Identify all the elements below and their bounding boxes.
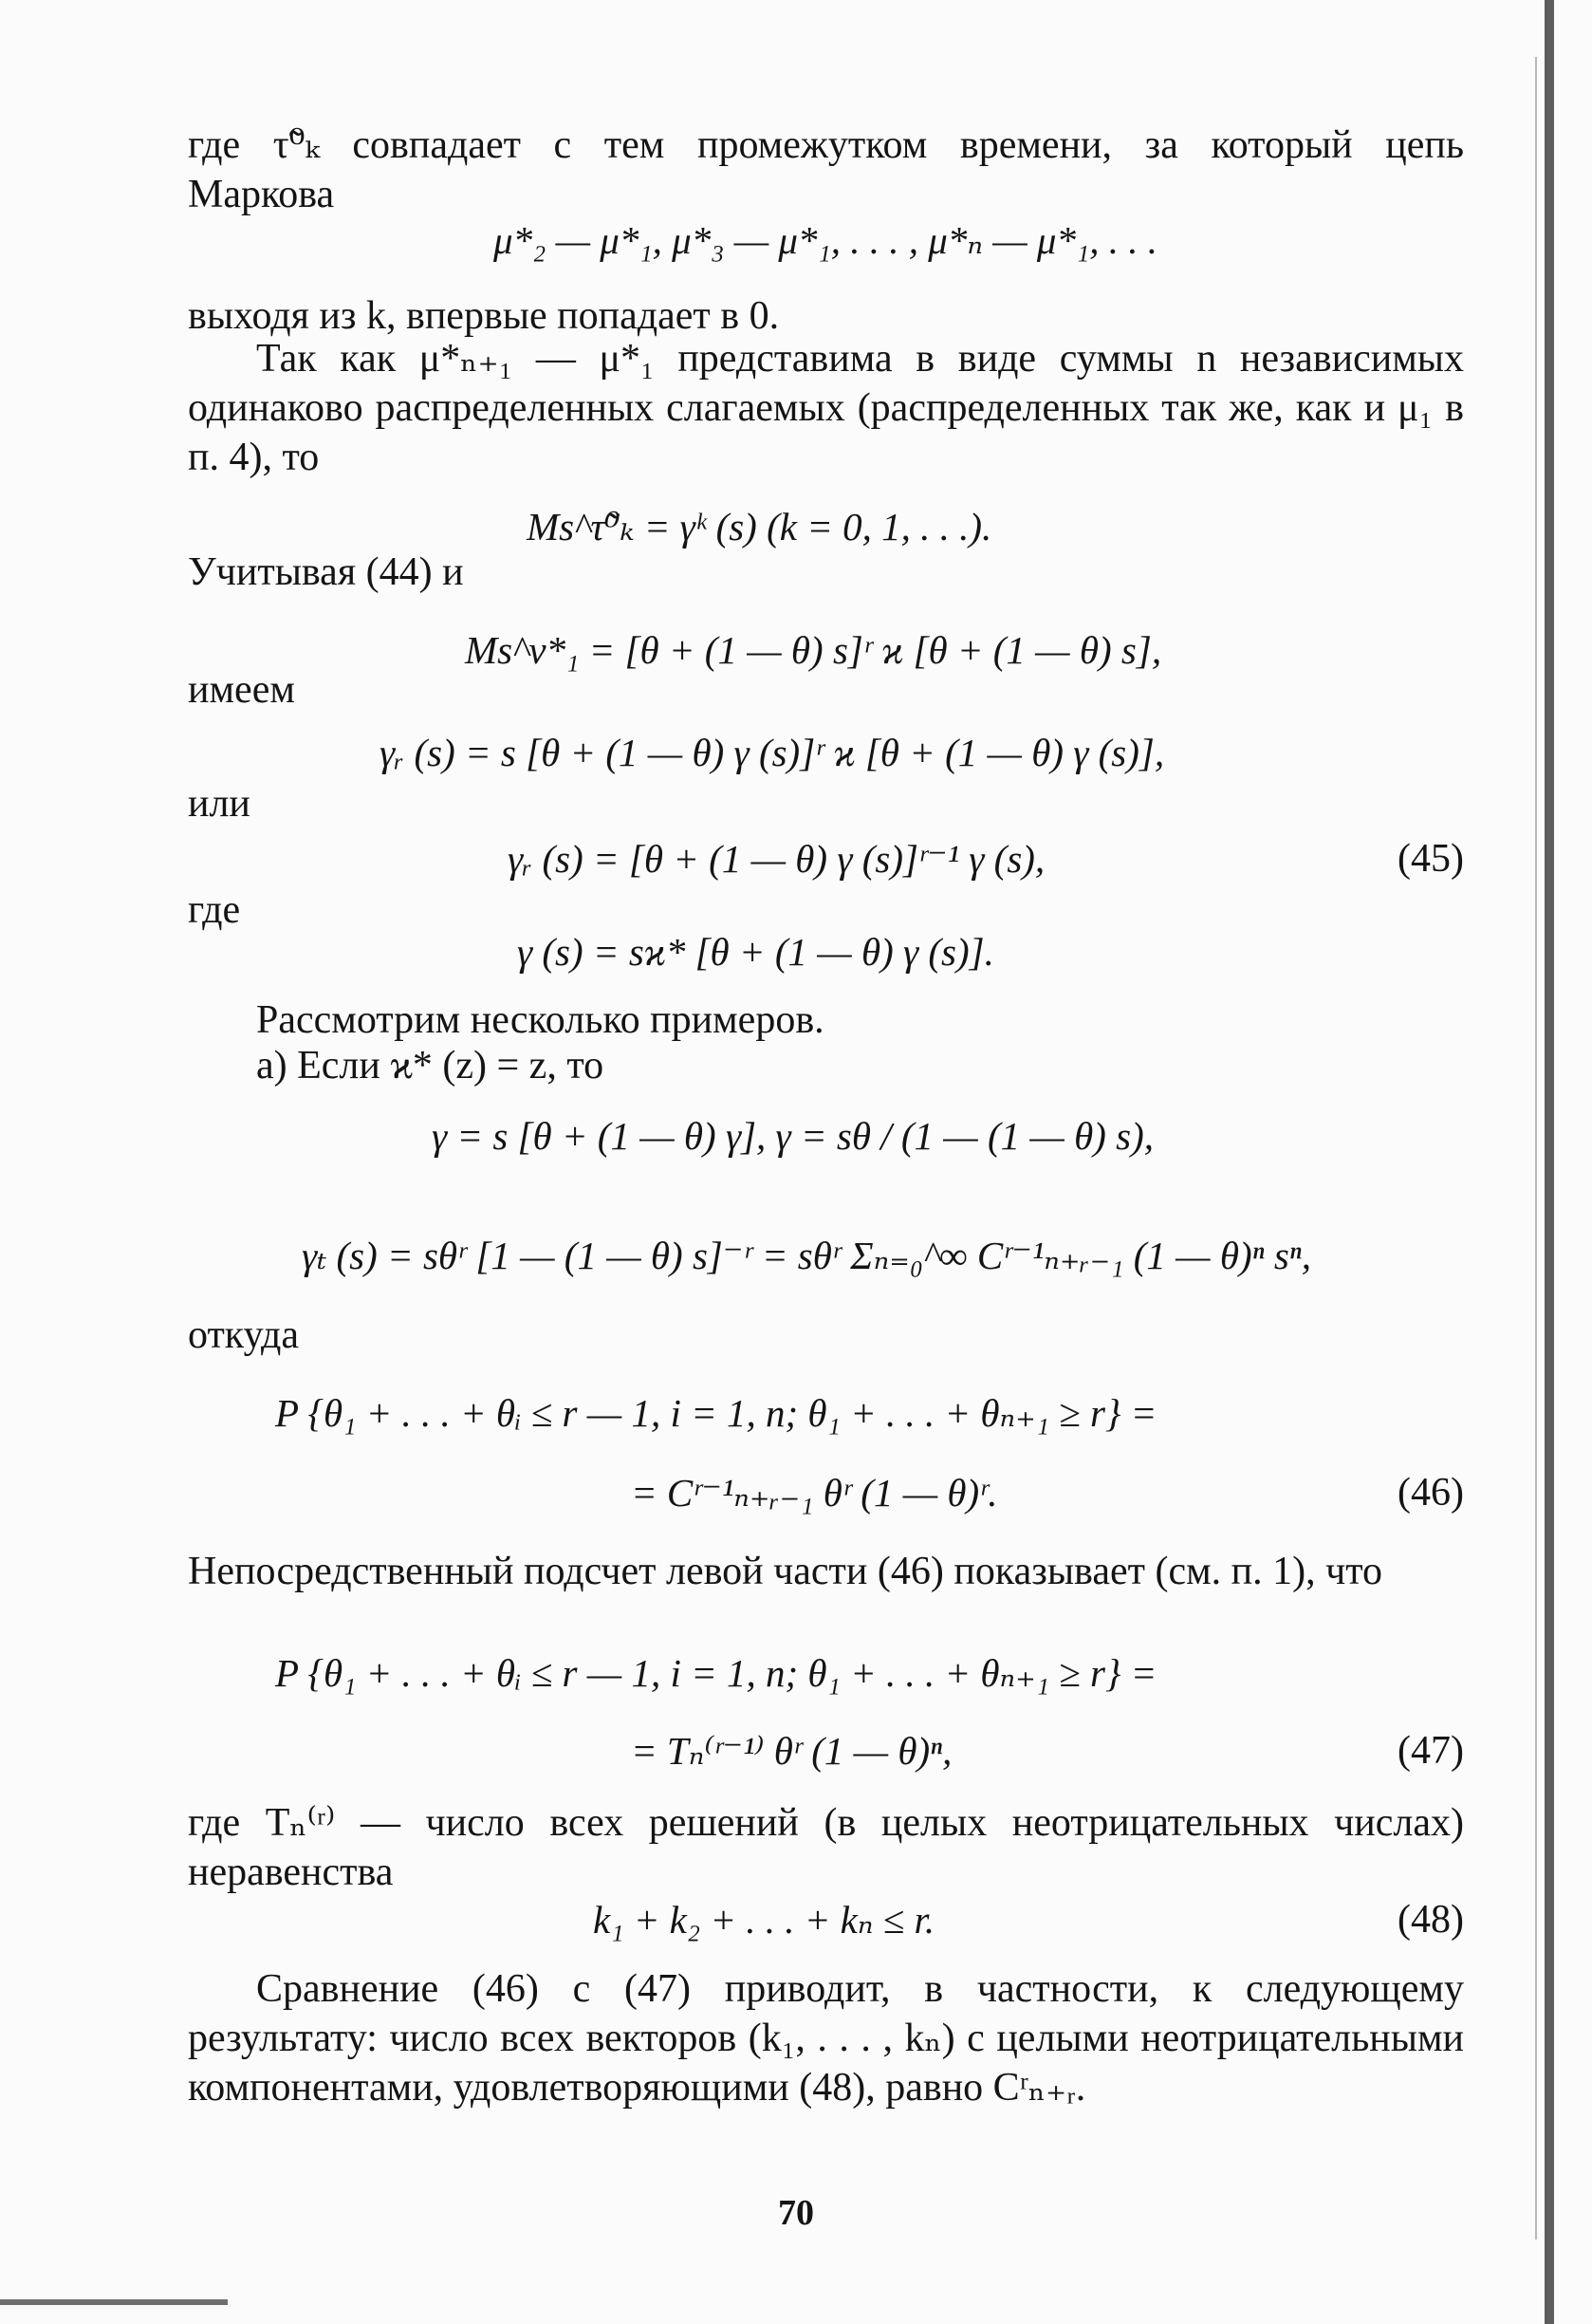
formula: Ms^τ̃⁰ₖ = γᵏ (s) (k = 0, 1, . . .). <box>527 505 992 548</box>
text-line: Рассмотрим несколько примеров. <box>256 998 824 1042</box>
paragraph: Так как μ*ₙ₊₁ — μ*₁ представима в виде суммы n независимых одинаково распределенных слагаемых (распределенных так же, как и μ₁ в п. 4), то <box>188 337 1464 479</box>
page-number: 70 <box>778 2193 814 2233</box>
formula: = Cʳ⁻¹ₙ₊ᵣ₋₁ θʳ (1 — θ)ʳ. <box>631 1471 998 1515</box>
scan-edge-border <box>1545 0 1554 2324</box>
formula: γᵣ (s) = [θ + (1 — θ) γ (s)]ʳ⁻¹ γ (s), <box>508 837 1046 881</box>
text-line: а) Если ϰ* (z) = z, то <box>256 1044 604 1088</box>
text-line: Маркова <box>188 173 335 216</box>
formula: γ = s [θ + (1 — θ) γ], γ = sθ / (1 — (1 — θ) s), <box>432 1114 1154 1158</box>
paragraph: Непосредственный подсчет левой части (46) показывает (см. п. 1), что <box>188 1550 1383 1593</box>
formula: γₜ (s) = sθʳ [1 — (1 — θ) s]⁻ʳ = sθʳ Σₙ₌₀^∞ Cʳ⁻¹ₙ₊ᵣ₋₁ (1 — θ)ⁿ sⁿ, <box>302 1234 1311 1277</box>
text-line: Учитывая (44) и <box>188 550 464 594</box>
equation-number: (46) <box>1398 1471 1464 1515</box>
formula: μ*₂ — μ*₁, μ*₃ — μ*₁, . . . , μ*ₙ — μ*₁, . . . <box>493 218 1157 262</box>
scan-bottom-mark <box>0 2299 228 2305</box>
paragraph: Сравнение (46) с (47) приводит, в частности, к следующему результату: число всех векторов (k₁, . . . , kₙ) с целыми неотрицательными компонентами, удовлетворяющими (48), равно Cʳₙ₊ᵣ. <box>188 1967 1464 2110</box>
formula: P {θ₁ + . . . + θᵢ ≤ r — 1, i = 1, n; θ₁ + . . . + θₙ₊₁ ≥ r} = <box>275 1391 1157 1435</box>
text-line: имеем <box>188 668 295 712</box>
text-line: или <box>188 782 250 826</box>
equation-number: (48) <box>1398 1898 1464 1942</box>
scan-edge-line <box>1535 57 1537 2240</box>
equation-number: (45) <box>1398 837 1464 881</box>
formula: = Tₙ⁽ʳ⁻¹⁾ θʳ (1 — θ)ⁿ, <box>631 1729 953 1773</box>
formula: P {θ₁ + . . . + θᵢ ≤ r — 1, i = 1, n; θ₁ + . . . + θₙ₊₁ ≥ r} = <box>275 1651 1157 1695</box>
text-line: где <box>188 888 241 932</box>
equation-number: (47) <box>1398 1729 1464 1773</box>
text-line: откуда <box>188 1313 299 1357</box>
paragraph: где Tₙ⁽ʳ⁾ — число всех решений (в целых неотрицательных числах) неравенства <box>188 1801 1464 1894</box>
text-line: выходя из k, впервые попадает в 0. <box>188 294 780 338</box>
text-line: где τ̃⁰ₖ совпадает с тем промежутком времени, за который цепь <box>188 123 1464 167</box>
formula: Ms^ν*₁ = [θ + (1 — θ) s]ʳ ϰ [θ + (1 — θ) s], <box>465 628 1162 672</box>
formula: k₁ + k₂ + . . . + kₙ ≤ r. <box>593 1898 935 1942</box>
formula: γ (s) = sϰ* [θ + (1 — θ) γ (s)]. <box>517 930 994 974</box>
formula: γᵣ (s) = s [θ + (1 — θ) γ (s)]ʳ ϰ [θ + (1 — θ) γ (s)], <box>379 731 1165 774</box>
